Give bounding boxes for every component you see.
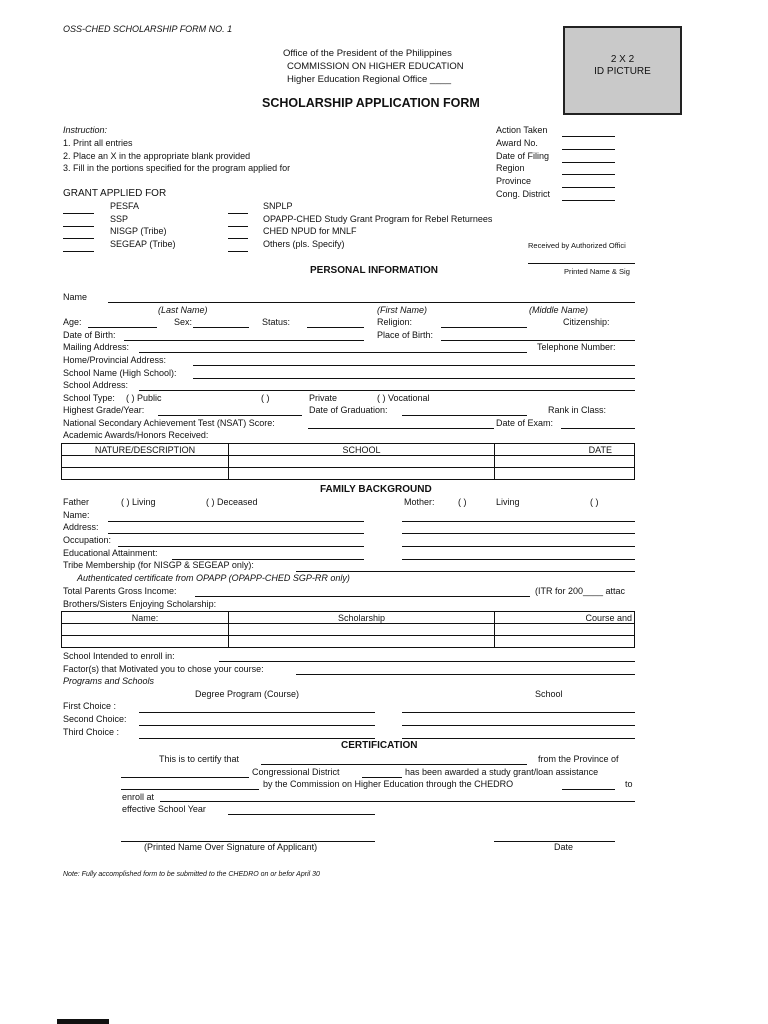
parent-name-label: Name: [63,510,90,520]
table-cell[interactable] [229,456,495,468]
table-cell[interactable] [495,456,635,468]
school-heading: School [535,689,563,699]
table-cell[interactable] [495,624,635,636]
graduation-date-field[interactable] [402,415,527,416]
table-cell[interactable] [229,624,495,636]
mother-deceased-box[interactable]: ( ) [590,497,599,507]
citizenship-label: Citizenship: [563,317,610,327]
grant-option-pesfa: PESFA [110,201,140,211]
id-picture-label: ID PICTURE [594,66,651,77]
header-line-2: COMMISSION ON HIGHER EDUCATION [287,61,464,72]
religion-field[interactable] [441,327,527,328]
table-row[interactable] [62,636,635,648]
region-field[interactable] [562,174,615,175]
cong-district-field[interactable] [562,200,615,201]
table-cell[interactable] [229,636,495,648]
grant-option-nisgp: NISGP (Tribe) [110,226,167,236]
graduation-date-label: Date of Graduation: [309,405,388,415]
action-taken-label: Action Taken [496,125,548,135]
parent-occupation-label: Occupation: [63,535,112,545]
mother-address-field[interactable] [402,533,635,534]
grant-option-segeap: SEGEAP (Tribe) [110,239,176,249]
nsat-label: National Secondary Achievement Test (NSAT) Score: [63,418,275,428]
instruction-item: 2. Place an X in the appropriate blank provided [63,151,251,161]
table-cell[interactable] [62,468,229,480]
header-line-3: Higher Education Regional Office ____ [287,74,452,85]
received-by-field[interactable] [528,263,635,264]
table-row[interactable] [62,468,635,480]
cert-line-2a: Congressional District [252,767,340,777]
cert-province-field[interactable] [121,777,249,778]
school-address-label: School Address: [63,380,129,390]
income-field[interactable] [195,596,530,597]
table-row[interactable] [62,456,635,468]
grant-checkbox-opapp[interactable] [228,226,248,227]
mailing-address-field[interactable] [139,352,527,353]
signature-date-caption: Date [554,842,574,852]
award-no-label: Award No. [496,138,538,148]
first-name-caption: (First Name) [377,305,427,315]
province-field[interactable] [562,187,615,188]
school-intended-label: School Intended to enroll in: [63,651,175,661]
exam-date-field[interactable] [561,428,635,429]
sex-label: Sex: [174,317,193,327]
father-address-field[interactable] [108,533,364,534]
father-living-option[interactable]: ( ) Living [121,497,156,507]
awards-label: Academic Awards/Honors Received: [63,430,209,440]
mother-label: Mother: [404,497,435,507]
third-choice-label: Third Choice : [63,727,120,737]
parent-address-label: Address: [63,522,99,532]
mother-living-box[interactable]: ( ) [458,497,467,507]
cert-grant-field[interactable] [121,789,259,790]
family-heading: FAMILY BACKGROUND [320,484,432,495]
dob-label: Date of Birth: [63,330,116,340]
table-header-row [62,444,635,456]
school-type-vocational[interactable]: ( ) Vocational [377,393,430,403]
awards-table [61,443,635,480]
grant-option-others: Others (pls. Specify) [263,239,345,249]
mother-living-label: Living [496,497,520,507]
second-choice-school-field[interactable] [402,725,635,726]
second-choice-label: Second Choice: [63,714,127,724]
first-choice-course-field[interactable] [139,712,375,713]
last-name-caption: (Last Name) [158,305,208,315]
father-occupation-field[interactable] [118,546,364,547]
table-cell[interactable] [62,624,229,636]
table-row[interactable] [62,624,635,636]
nsat-field[interactable] [308,428,494,429]
cert-line-1b: from the Province of [538,754,619,764]
school-type-private-label: Private [309,393,338,403]
name-field[interactable] [108,302,635,303]
applicant-signature-caption: (Printed Name Over Signature of Applicant) [144,842,318,852]
cert-district-field[interactable] [362,777,402,778]
id-picture-box[interactable] [563,26,682,115]
cert-line-5: effective School Year [122,804,206,814]
status-label: Status: [262,317,291,327]
tribe-label: Tribe Membership (for NISGP & SEGEAP only): [63,560,254,570]
grant-checkbox-npud[interactable] [228,238,248,239]
submission-note: Note: Fully accomplished form to be submitted to the CHEDRO on or befor April 30 [63,871,320,878]
grant-checkbox-segeap[interactable] [63,251,94,252]
father-name-field[interactable] [108,521,364,522]
school-type-public[interactable]: ( ) Public [126,393,162,403]
school-name-label: School Name (High School): [63,368,177,378]
table-cell[interactable] [495,468,635,480]
date-of-filing-field[interactable] [562,162,615,163]
father-deceased-option[interactable]: ( ) Deceased [206,497,258,507]
religion-label: Religion: [377,317,413,327]
table-cell[interactable] [495,636,635,648]
cert-enroll-field[interactable] [160,801,635,802]
grant-option-opapp: OPAPP-CHED Study Grant Program for Rebel Returnees [263,214,493,224]
grant-checkbox-others[interactable] [228,251,248,252]
siblings-table [61,611,635,648]
age-field[interactable] [88,327,157,328]
grant-option-ssp: SSP [110,214,129,224]
table-header: NATURE/DESCRIPTION [62,444,229,456]
programs-schools-label: Programs and Schools [63,676,155,686]
income-label: Total Parents Gross Income: [63,586,177,596]
first-choice-school-field[interactable] [402,712,635,713]
father-label: Father [63,497,90,507]
id-picture-size: 2 X 2 [610,54,635,65]
cert-line-1a: This is to certify that [159,754,240,764]
region-label: Region [496,163,525,173]
action-taken-field[interactable] [562,136,615,137]
table-cell[interactable] [229,468,495,480]
table-header-row [62,612,635,624]
telephone-label: Telephone Number: [537,342,616,352]
cert-line-4: enroll at [122,792,155,802]
pob-field[interactable] [441,340,635,341]
grant-heading: GRANT APPLIED FOR [63,188,167,199]
table-header: Name: [62,612,229,624]
table-header: Course and [495,612,635,624]
siblings-label: Brothers/Sisters Enjoying Scholarship: [63,599,217,609]
form-title: SCHOLARSHIP APPLICATION FORM [262,96,480,110]
province-label: Province [496,176,532,186]
instruction-item: 1. Print all entries [63,138,133,148]
page-edge-mark [57,1019,109,1024]
grant-option-npud: CHED NPUD for MNLF [263,226,357,236]
grant-checkbox-nisgp[interactable] [63,238,94,239]
certification-heading: CERTIFICATION [341,740,418,751]
grant-checkbox-snplp[interactable] [228,213,248,214]
exam-date-label: Date of Exam: [496,418,554,428]
cert-school-year-field[interactable] [228,814,375,815]
form-code: OSS-CHED SCHOLARSHIP FORM NO. 1 [63,24,233,34]
instruction-heading: Instruction: [63,125,108,135]
date-of-filing-label: Date of Filing [496,151,550,161]
received-by-label: Received by Authorized Offici [528,241,626,250]
cert-line-3b: to [625,779,633,789]
table-header: Scholarship [229,612,495,624]
grant-option-snplp: SNPLP [263,201,293,211]
grant-checkbox-pesfa[interactable] [63,213,94,214]
school-type-private-box[interactable]: ( ) [261,393,270,403]
highest-grade-field[interactable] [158,415,302,416]
cert-line-3a: by the Commission on Higher Education through the CHEDRO [263,779,514,789]
printed-name-sig-label: Printed Name & Sig [564,267,630,276]
mother-name-field[interactable] [402,521,635,522]
school-name-field[interactable] [193,378,635,379]
cert-chedro-field[interactable] [562,789,615,790]
table-header: SCHOOL [229,444,495,456]
award-no-field[interactable] [562,149,615,150]
personal-info-heading: PERSONAL INFORMATION [310,265,438,276]
school-type-label: School Type: [63,393,115,403]
tribe-field[interactable] [296,571,635,572]
name-label: Name [63,292,88,302]
instruction-item: 3. Fill in the portions specified for the program applied for [63,163,291,173]
mother-occupation-field[interactable] [402,546,635,547]
cong-district-label: Cong. District [496,189,551,199]
home-address-label: Home/Provincial Address: [63,355,167,365]
cert-line-2b: has been awarded a study grant/loan assistance [405,767,599,777]
sex-field[interactable] [193,327,249,328]
mailing-address-label: Mailing Address: [63,342,130,352]
factors-field[interactable] [296,674,635,675]
table-cell[interactable] [62,456,229,468]
school-intended-field[interactable] [219,661,635,662]
grant-checkbox-ssp[interactable] [63,226,94,227]
school-address-field[interactable] [139,390,635,391]
third-choice-school-field[interactable] [402,738,635,739]
pob-label: Place of Birth: [377,330,434,340]
home-address-field[interactable] [193,365,635,366]
middle-name-caption: (Middle Name) [529,305,589,315]
degree-program-heading: Degree Program (Course) [195,689,300,699]
third-choice-course-field[interactable] [139,738,375,739]
factors-label: Factor(s) that Motivated you to chose your course: [63,664,264,674]
dob-field[interactable] [124,340,364,341]
authenticated-cert-label: Authenticated certificate from OPAPP (OPAPP-CHED SGP-RR only) [77,573,350,583]
rank-label: Rank in Class: [548,405,607,415]
age-label: Age: [63,317,82,327]
parent-education-label: Educational Attainment: [63,548,158,558]
table-cell[interactable] [62,636,229,648]
mother-education-field[interactable] [402,559,635,560]
header-line-1: Office of the President of the Philippines [283,48,452,59]
itr-label: (ITR for 200____ attac [535,586,626,596]
cert-applicant-field[interactable] [261,764,527,765]
first-choice-label: First Choice : [63,701,117,711]
status-field[interactable] [307,327,364,328]
highest-grade-label: Highest Grade/Year: [63,405,145,415]
table-header: DATE [495,444,635,456]
second-choice-course-field[interactable] [139,725,375,726]
